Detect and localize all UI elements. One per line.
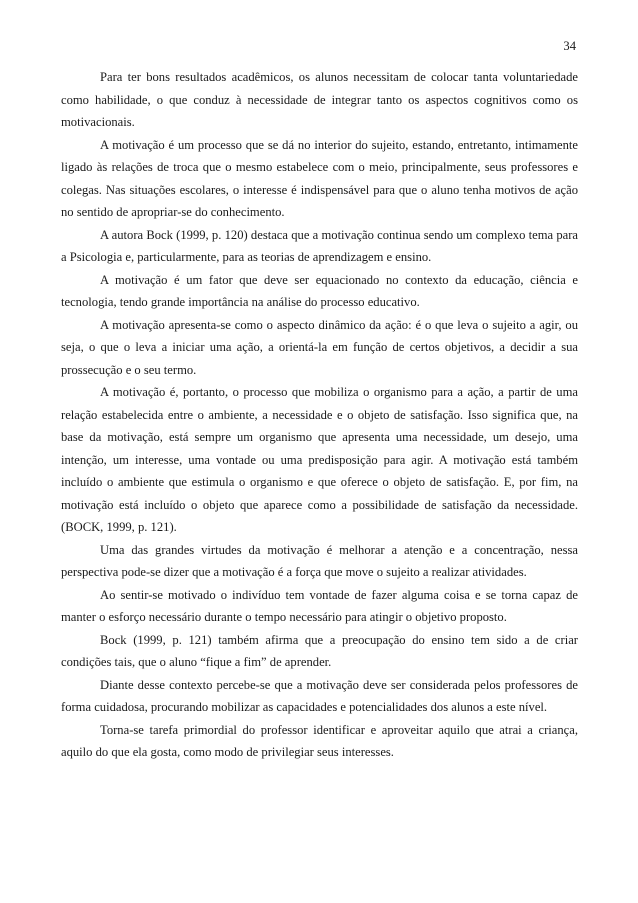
paragraph-2: A motivação é um processo que se dá no interior do sujeito, estando, entretanto, intimamente ligado às relações de troca que o mesmo estabelece com o meio, principalmente, seus professores e colegas. Nas situações escolares, o interesse é indispensável para que o aluno tenha motivos de ação no sentido de apropriar-se do conhecimento. — [61, 137, 578, 219]
paragraph-4: A motivação é um fator que deve ser equacionado no contexto da educação, ciência e tecnologia, tendo grande importância na análise do processo educativo. — [61, 272, 578, 309]
paragraph-6-citation: A motivação é, portanto, o processo que mobiliza o organismo para a ação, a partir de uma relação estabelecida entre o ambiente, a necessidade e o objeto de satisfação. Isso significa que, na base da motivação, está sempre um organismo que apresenta uma necessidade, um desejo, uma intenção, um interesse, uma vontade ou uma predisposição para agir. A motivação está também incluído o ambiente que estimula o organismo e que oferece o objeto de satisfação. E, por fim, na motivação está incluído o objeto que aparece como a possibilidade de satisfação da necessidade. (BOCK, 1999, p. 121). — [61, 385, 578, 534]
paragraph-3: A autora Bock (1999, p. 120) destaca que a motivação continua sendo um complexo tema para a Psicologia e, particularmente, para as teorias de aprendizagem e ensino. — [61, 227, 578, 264]
paragraph-9: Bock (1999, p. 121) também afirma que a preocupação do ensino tem sido a de criar condições tais, que o aluno “fique a fim” de aprender. — [61, 632, 578, 669]
paragraph-8: Ao sentir-se motivado o indivíduo tem vontade de fazer alguma coisa e se torna capaz de manter o esforço necessário durante o tempo necessário para atingir o objetivo proposto. — [61, 587, 578, 624]
paragraph-10: Diante desse contexto percebe-se que a motivação deve ser considerada pelos professores de forma cuidadosa, procurando mobilizar as capacidades e potencialidades dos alunos a este nível. — [61, 677, 578, 714]
paragraph-1: Para ter bons resultados acadêmicos, os alunos necessitam de colocar tanta voluntariedade como habilidade, o que conduz à necessidade de integrar tanto os aspectos cognitivos como os motivacionais. — [61, 70, 578, 129]
page-number: 34 — [563, 39, 576, 53]
paragraph-5: A motivação apresenta-se como o aspecto dinâmico da ação: é o que leva o sujeito a agir, ou seja, o que o leva a iniciar uma ação, a orientá-la em função de certos objetivos, a decidir a sua prossecução e o seu termo. — [61, 317, 578, 377]
paragraph-11: Torna-se tarefa primordial do professor identificar e aproveitar aquilo que atrai a criança, aquilo do que ela gosta, como modo de privilegiar seus interesses. — [61, 722, 578, 759]
paragraph-7: Uma das grandes virtudes da motivação é melhorar a atenção e a concentração, nessa perspectiva pode-se dizer que a motivação é a força que move o sujeito a realizar atividades. — [61, 542, 578, 579]
body-text — [61, 66, 578, 764]
